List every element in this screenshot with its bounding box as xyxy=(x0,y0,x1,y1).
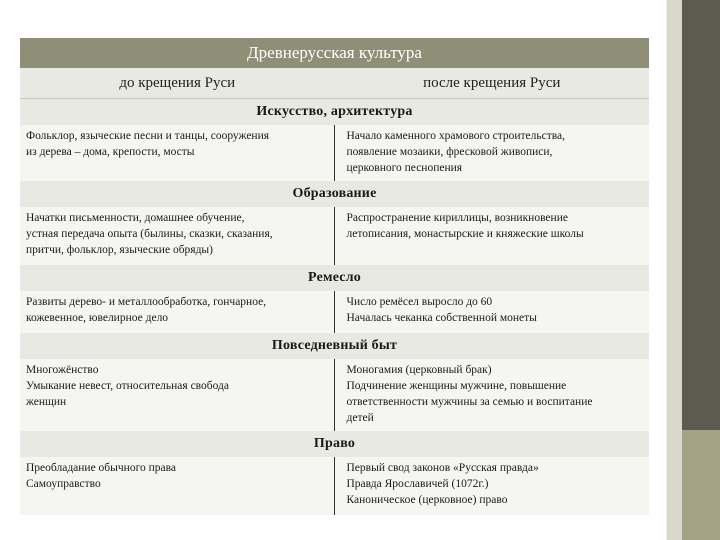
cell-line: Каноническое (церковное) право xyxy=(346,494,508,506)
cell-line: Многожёнство xyxy=(26,364,99,376)
cell-line: Развиты дерево- и металлообработка, гончарное, xyxy=(26,296,267,308)
cell-line: Распространение кириллицы, возникновение xyxy=(346,212,568,224)
section-heading-art: Искусство, архитектура xyxy=(20,99,649,125)
cell-line: Умыкание невест, относительная свобода xyxy=(26,380,230,392)
section-content-law xyxy=(20,457,649,515)
cell-line: устная передача опыта (былины, сказки, сказания, xyxy=(26,228,273,240)
cell-line: Фольклор, языческие песни и танцы, сооружения xyxy=(26,130,270,142)
cell-line: Начатки письменности, домашнее обучение, xyxy=(26,212,245,224)
table-title: Древнерусская культура xyxy=(20,38,649,68)
cell-after xyxy=(335,457,650,515)
cell-line: Первый свод законов «Русская правда» xyxy=(346,462,539,474)
cell-line: церковного песнопения xyxy=(346,162,463,174)
cell-after xyxy=(335,125,650,181)
cell-line: Моногамия (церковный брак) xyxy=(346,364,492,376)
column-header-after: после крещения Руси xyxy=(423,74,561,91)
section-content-daily-life xyxy=(20,359,649,431)
cell-line: Правда Ярославичей (1072г.) xyxy=(346,478,489,490)
cell-after xyxy=(335,291,650,333)
cell-line: из дерева – дома, крепости, мосты xyxy=(26,146,195,158)
cell-line: притчи, фольклор, языческие обряды) xyxy=(26,244,213,256)
section-content-education xyxy=(20,207,649,265)
cell-line: Число ремёсел выросло до 60 xyxy=(346,296,493,308)
cell-line: появление мозаики, фресковой живописи, xyxy=(346,146,553,158)
cell-after xyxy=(335,359,650,431)
cell-line: Преобладание обычного права xyxy=(26,462,177,474)
cell-before xyxy=(20,125,335,181)
section-content-art xyxy=(20,125,649,181)
section-content-crafts xyxy=(20,291,649,333)
section-heading-law: Право xyxy=(20,431,649,457)
cell-before xyxy=(20,457,335,515)
cell-line: женщин xyxy=(26,396,67,408)
cell-line: Подчинение женщины мужчине, повышение xyxy=(346,380,567,392)
cell-before xyxy=(20,291,335,333)
cell-line: Начало каменного храмового строительства, xyxy=(346,130,566,142)
cell-before xyxy=(20,359,335,431)
cell-line: Началась чеканка собственной монеты xyxy=(346,312,537,324)
cell-before xyxy=(20,207,335,265)
column-headers xyxy=(20,68,649,99)
cell-line: кожевенное, ювелирное дело xyxy=(26,312,169,324)
decorative-accent-dark xyxy=(682,0,720,430)
decorative-accent-light xyxy=(682,430,720,540)
section-heading-crafts: Ремесло xyxy=(20,265,649,291)
decorative-divider-line xyxy=(666,0,667,540)
section-heading-education: Образование xyxy=(20,181,649,207)
section-heading-daily-life: Повседневный быт xyxy=(20,333,649,359)
cell-line: Самоуправство xyxy=(26,478,101,490)
cell-line: летописания, монастырские и княжеские школы xyxy=(346,228,584,240)
cell-after xyxy=(335,207,650,265)
column-header-before: до крещения Руси xyxy=(119,74,236,91)
culture-comparison-table xyxy=(20,38,649,520)
cell-line: ответственности мужчины за семью и воспитание xyxy=(346,396,593,408)
cell-line: детей xyxy=(346,412,374,424)
